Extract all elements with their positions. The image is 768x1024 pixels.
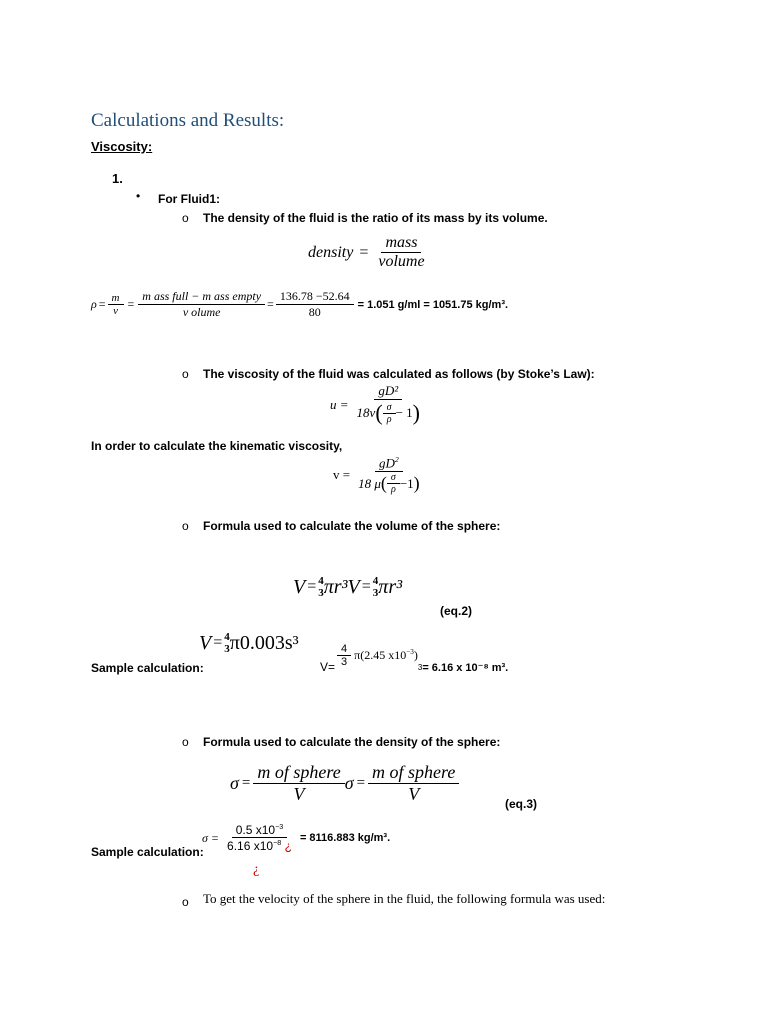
sample-volume-label: Sample calculation: [91, 661, 204, 675]
kin-num-sup: 2 [394, 455, 399, 464]
vol-four-2: 4 [372, 575, 379, 587]
sample-volume-big: V = 4 3 π0.003s³ [199, 631, 299, 655]
circle-bullet-icon: o [182, 367, 189, 381]
eq3-label: (eq.3) [505, 797, 538, 811]
volume-equation: V = 4 3 πr³V = 4 3 πr³ [293, 575, 403, 599]
sv-veq: V= [320, 660, 336, 674]
sd-num-2: m of sphere [368, 762, 459, 784]
sd-den: V [293, 784, 305, 804]
vol-v1: V [293, 575, 306, 598]
sd-sigma: σ [230, 773, 239, 793]
sv-big-v: V [199, 631, 212, 654]
sd-num: m of sphere [253, 762, 344, 784]
density-eq-den: volume [378, 253, 425, 270]
rho-volume-expr: v olume [182, 305, 221, 319]
sv-expr: π(2.45 x10 [354, 647, 407, 662]
sdens-den: 6.16 x10 [227, 839, 274, 853]
vol-three-2: 3 [372, 587, 379, 599]
kin-rho: ρ [390, 484, 396, 496]
rho-v: v [113, 305, 118, 317]
sv-big-frac: π0.003s³ [229, 631, 299, 654]
sample-volume-expr [320, 636, 508, 674]
kin-lhs: v = [333, 467, 351, 483]
rho-result: = 1.051 g/ml = 1051.75 kg/m³. [357, 298, 509, 311]
eq2-label: (eq.2) [440, 604, 473, 618]
for-fluid-label: For Fluid1: [158, 192, 220, 206]
vol-eq2: = [361, 578, 371, 595]
sdens-num: 0.5 x10 [235, 823, 276, 837]
sdens-sigma: σ = [202, 831, 220, 845]
circle-bullet-icon: o [182, 735, 189, 749]
velocity-note: To get the velocity of the sphere in the fluid, the following formula was used: [203, 891, 606, 906]
vol-four: 4 [318, 575, 324, 587]
circle-bullet-icon: o [182, 211, 189, 225]
vol-three: 3 [318, 587, 324, 599]
sv-four: 4 [224, 631, 230, 643]
sdens-den-exp: −8 [273, 838, 282, 847]
density-equation: density = $\frac{\text{mass}}{\text{volume}}$ [308, 234, 429, 271]
sd-sigma-2: σ [344, 773, 354, 793]
rho-symbol: ρ [91, 297, 97, 311]
stokes-sigma: σ [383, 402, 396, 414]
rho-values-den: 80 [308, 305, 321, 319]
rho-equation: ρ = $\frac{m}{v}$ = $\frac{\text{m ass full − m ass empty}}{\text{v olume}}$ = $\frac{136.78 -52.64}{80}$ = 1.051 g/ml = 1051.75 kg/m³. [91, 289, 509, 319]
rho-m: m [108, 292, 124, 305]
sd-den-2: V [408, 784, 420, 804]
sdens-num-exp: −3 [275, 822, 284, 831]
sv-result: = 6.16 x 10⁻⁸ m³. [422, 661, 509, 674]
vol-pir2: πr³ [378, 575, 403, 598]
rho-mass-expr: m ass full − m ass empty [138, 289, 265, 305]
rho-values-num: 136.78 −52.64 [276, 289, 354, 305]
sv-frac-den: 3 [341, 655, 348, 668]
kin-den-pre: 18 μ [358, 475, 381, 491]
bullet-icon: • [136, 189, 141, 203]
sv-cube: 3 [417, 662, 423, 672]
page-heading: Calculations and Results: [91, 110, 285, 131]
item-number: 1. [112, 171, 123, 186]
stokes-den-pre: 18v [356, 405, 376, 420]
kin-num: gD [378, 455, 395, 471]
stokes-minus: − 1 [395, 405, 413, 420]
circle-bullet-icon: o [182, 895, 189, 909]
density-sphere-note: Formula used to calculate the density of the sphere: [203, 735, 501, 749]
kinematic-equation: v = $gD^2$ 18 μ ( $\frac{\sigma}{\rho}$ −1 ) [333, 455, 420, 496]
stokes-num: gD² [374, 383, 402, 400]
kinematic-note: In order to calculate the kinematic viscosity, [91, 439, 343, 453]
density-eq-num: mass [381, 234, 421, 253]
sample-density-expr [202, 822, 390, 853]
stokes-rho: ρ [386, 413, 392, 425]
volume-note: Formula used to calculate the volume of the sphere: [203, 519, 501, 533]
viscosity-title: Viscosity: [91, 139, 153, 154]
kin-minus: −1 [399, 475, 414, 491]
sv-close: ) [413, 647, 418, 662]
stokes-note: The viscosity of the fluid was calculated as follows (by Stoke’s Law): [203, 367, 595, 381]
kin-sigma: σ [387, 472, 400, 484]
density-note: The density of the fluid is the ratio of its mass by its volume. [203, 211, 548, 225]
vol-pir: πr³V [323, 575, 360, 598]
sv-frac-num: 4 [337, 643, 351, 656]
sphere-density-equation: σ = $\frac{\text{m of sphere}}{V}$ σ = $\frac{\text{m of sphere}}{V}$ [230, 762, 459, 805]
sdens-err-below: ¿ [253, 862, 260, 877]
sv-exp: −3 [406, 647, 414, 656]
density-eq-lhs: density [308, 243, 354, 261]
sample-density-label: Sample calculation: [91, 845, 204, 859]
sv-three: 3 [224, 643, 230, 655]
circle-bullet-icon: o [182, 519, 189, 533]
sdens-err: ¿ [284, 839, 292, 853]
stokes-lhs: u = [330, 396, 349, 412]
sdens-result: = 8116.883 kg/m³. [299, 831, 391, 844]
stokes-equation: u = gD² 18v ( $\frac{\sigma}{\rho}$ − 1 ) [330, 383, 420, 425]
